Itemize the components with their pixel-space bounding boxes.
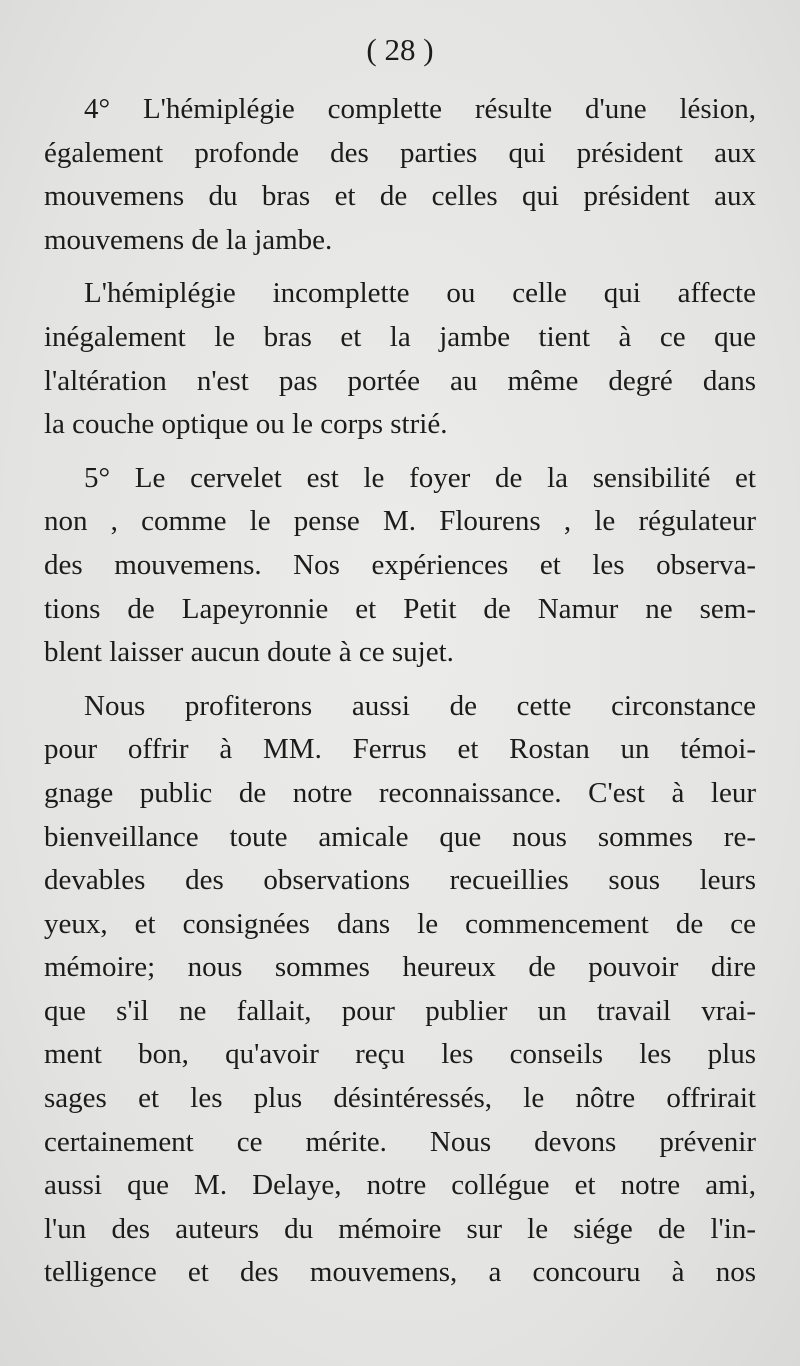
text-line: mouvemens de la jambe. bbox=[44, 223, 333, 256]
paragraph bbox=[44, 457, 756, 675]
paragraph bbox=[44, 88, 756, 262]
text-line: que s'il ne fallait, pour publier un travail vrai- bbox=[44, 994, 756, 1027]
text-line: inégalement le bras et la jambe tient à ce que bbox=[44, 320, 756, 353]
paragraph-spacer bbox=[44, 675, 756, 685]
text-line: blent laisser aucun doute à ce sujet. bbox=[44, 636, 454, 669]
text-line: telligence et des mouvemens, a concouru à nos bbox=[44, 1256, 756, 1289]
text-line: aussi que M. Delaye, notre collégue et notre ami, bbox=[44, 1169, 756, 1202]
text-line: pour offrir à MM. Ferrus et Rostan un témoi- bbox=[44, 733, 756, 766]
text-line: des mouvemens. Nos expériences et les observa- bbox=[44, 548, 756, 581]
text-line: Nous profiterons aussi de cette circonstance bbox=[84, 689, 756, 722]
text-line: mouvemens du bras et de celles qui président aux bbox=[44, 180, 756, 213]
text-line: l'un des auteurs du mémoire sur le siége de l'in- bbox=[44, 1212, 756, 1245]
text-line: bienveillance toute amicale que nous sommes re- bbox=[44, 820, 756, 853]
text-line: l'altération n'est pas portée au même degré dans bbox=[44, 364, 756, 397]
text-line: L'hémiplégie incomplette ou celle qui affecte bbox=[84, 277, 756, 310]
paragraph bbox=[44, 685, 756, 1295]
paragraph bbox=[44, 272, 756, 446]
paragraph-spacer bbox=[44, 447, 756, 457]
text-line: mémoire; nous sommes heureux de pouvoir dire bbox=[44, 951, 756, 984]
text-line: sages et les plus désintéressés, le nôtre offrirait bbox=[44, 1082, 756, 1115]
text-line: gnage public de notre reconnaissance. C'est à leur bbox=[44, 776, 756, 809]
text-line: devables des observations recueillies sous leurs bbox=[44, 864, 756, 897]
text-line: 5° Le cervelet est le foyer de la sensibilité et bbox=[84, 461, 756, 494]
paragraph-spacer bbox=[44, 262, 756, 272]
body-text bbox=[44, 88, 756, 1295]
text-line: ment bon, qu'avoir reçu les conseils les plus bbox=[44, 1038, 756, 1071]
text-line: tions de Lapeyronnie et Petit de Namur ne sem- bbox=[44, 592, 756, 625]
text-line: également profonde des parties qui président aux bbox=[44, 136, 756, 169]
text-line: 4° L'hémiplégie complette résulte d'une lésion, bbox=[84, 93, 756, 125]
text-line: la couche optique ou le corps strié. bbox=[44, 408, 448, 441]
text-line: yeux, et consignées dans le commencement de ce bbox=[44, 907, 756, 940]
text-line: non , comme le pense M. Flourens , le régulateur bbox=[44, 505, 756, 538]
page-number: ( 28 ) bbox=[366, 32, 434, 67]
text-line: certainement ce mérite. Nous devons prévenir bbox=[44, 1125, 756, 1158]
